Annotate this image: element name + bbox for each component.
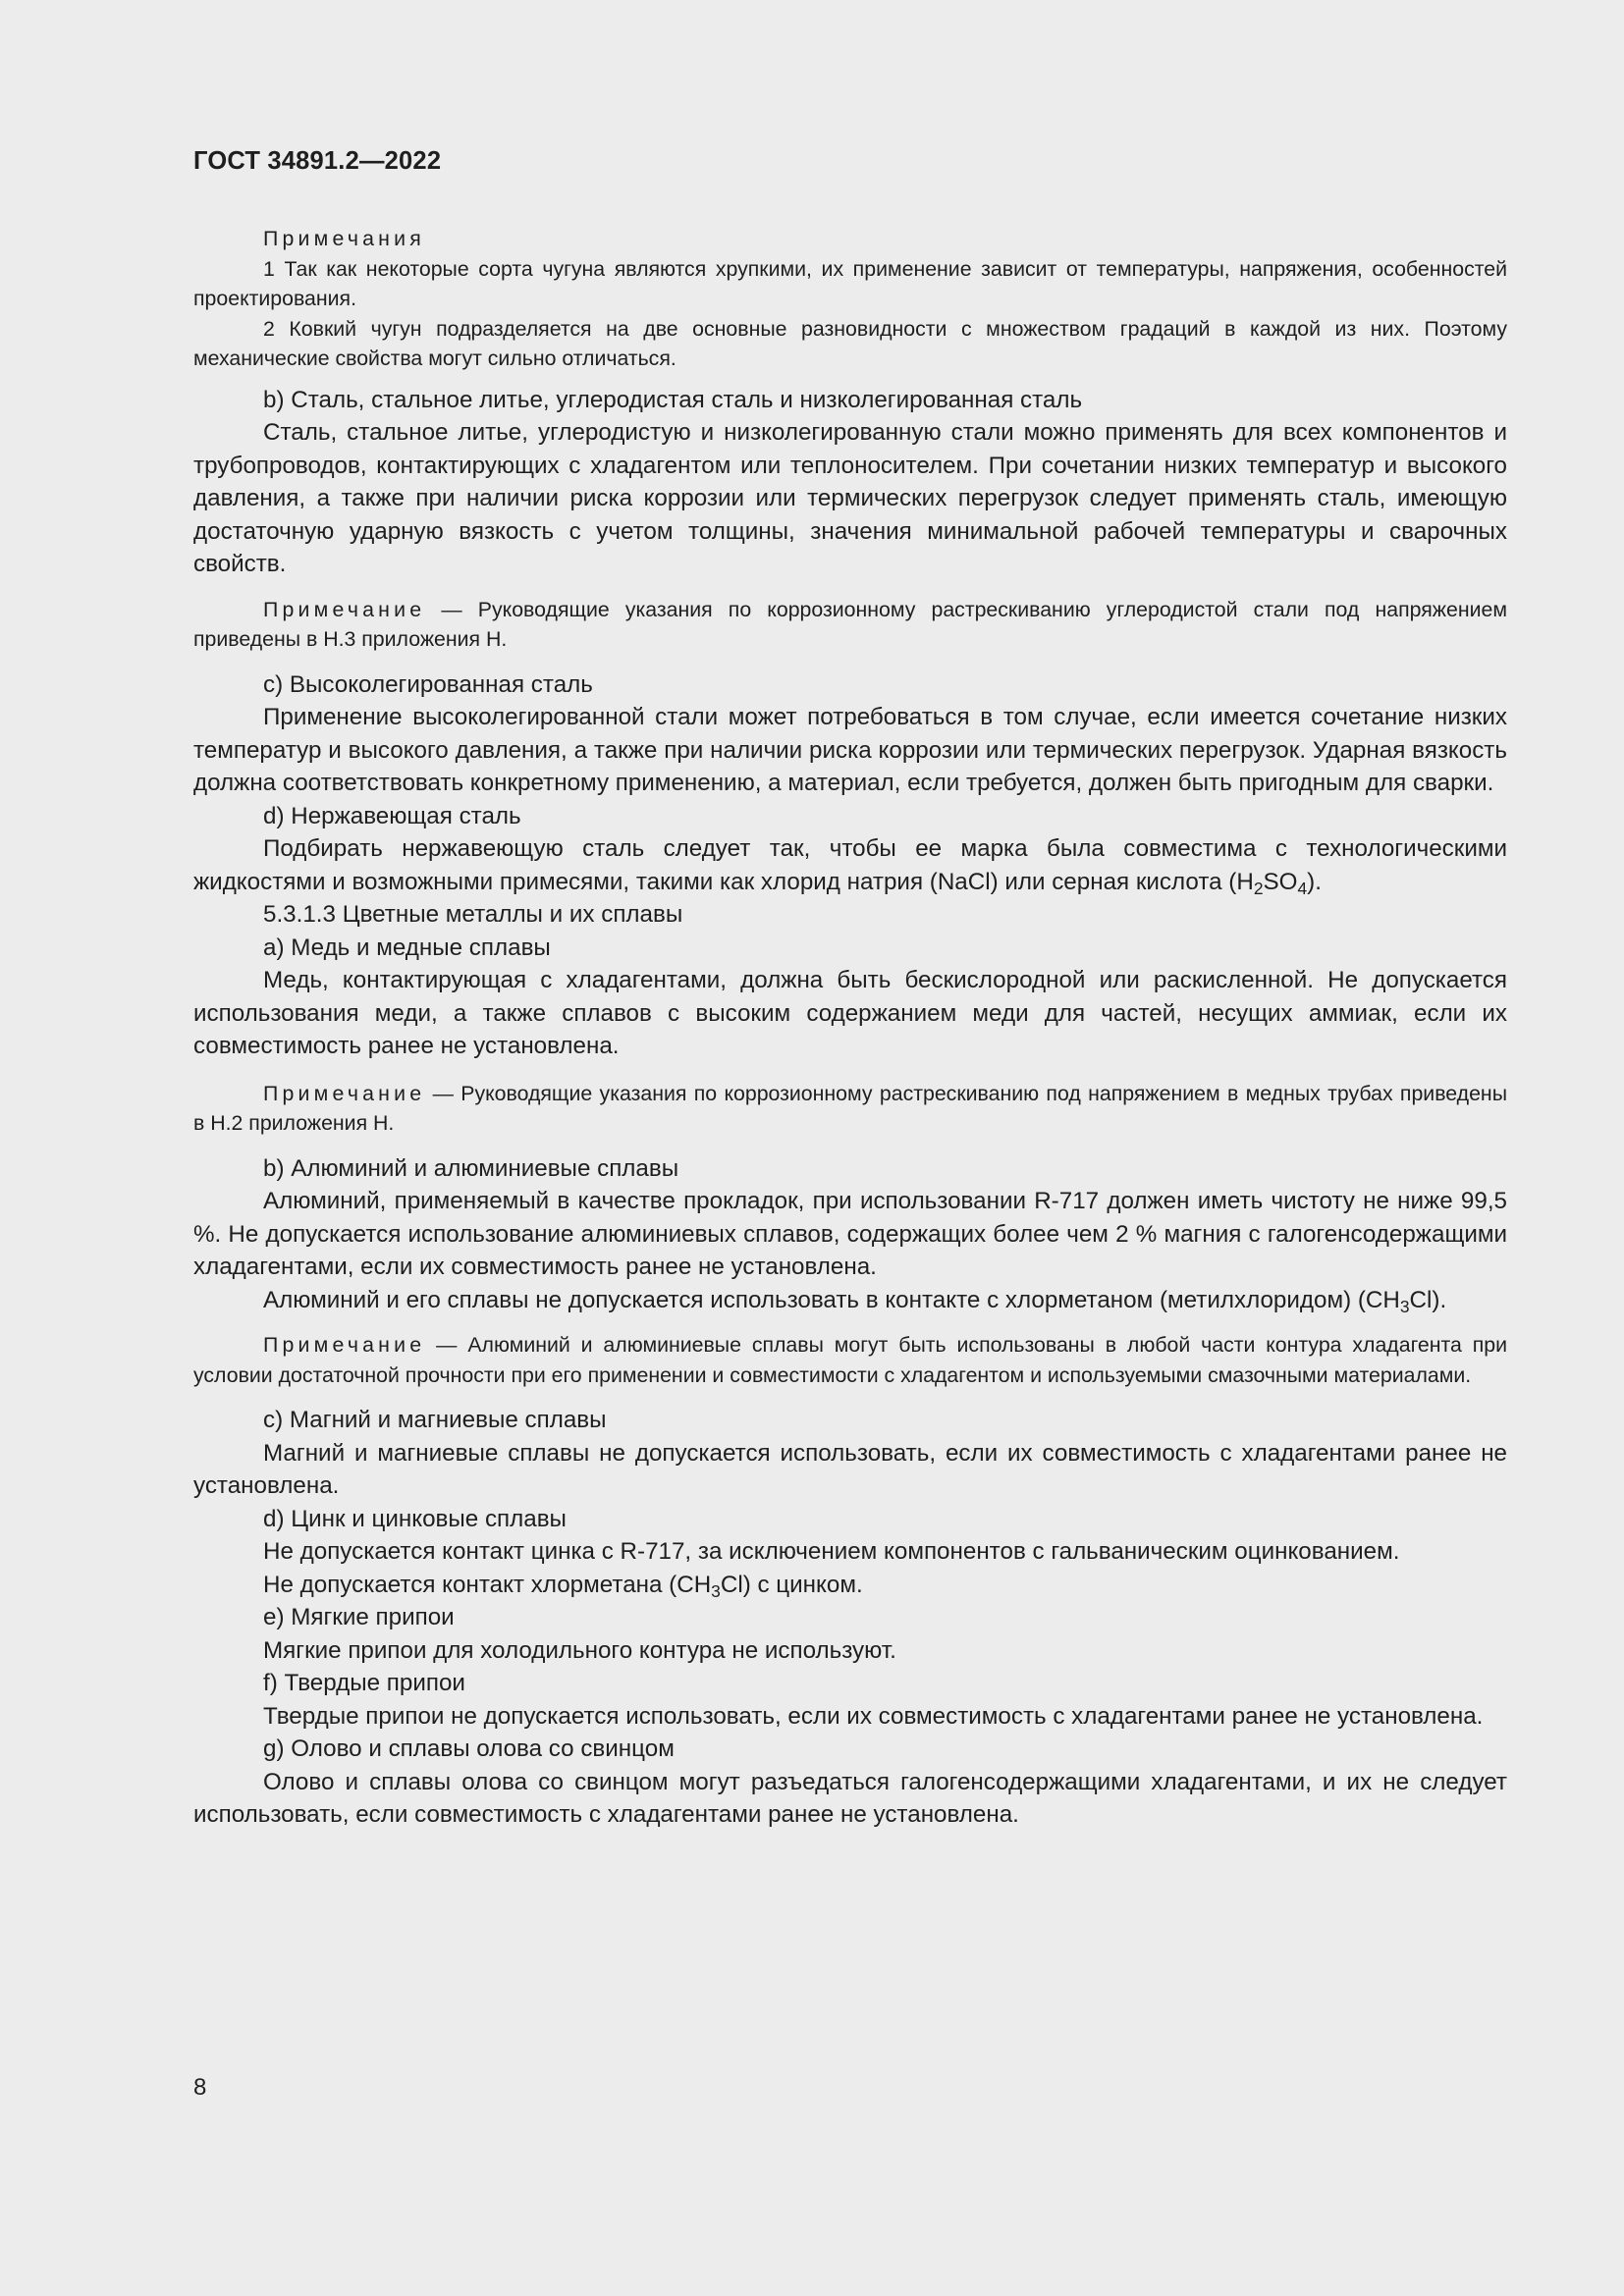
note-label: Примечание [263,1333,426,1357]
paragraph-copper-a: Медь, контактирующая с хладагентами, должна быть бескислородной или раскисленной. Не допускается использования меди, а также сплавов с высоким содержанием меди для частей, несущих аммиак, если их совместимость ранее не установлена. [193,967,1507,1059]
text-segment: Подбирать нержавеющую сталь следует так, чтобы ее марка была совместима с технологическими жидкостями и возможными примесями, такими как хлорид натрия (NaCl) или серная кислота (H [193,835,1507,895]
paragraph-zinc-d-1: Не допускается контакт цинка с R-717, за исключением компонентов с гальваническим оцинкованием. [263,1538,1400,1565]
text-segment: Не допускается контакт хлорметана (CH [263,1571,712,1598]
paragraph-zinc-d-2 [193,1569,1507,1602]
paragraph-steel-b: Сталь, стальное литье, углеродистую и низколегированную стали можно применять для всех компонентов и трубопроводов, контактирующих с хладагентом или теплоносителем. При сочетании низких температур и высокого давления, а также при наличии риска коррозии или термических перегрузок следует применять сталь, имеющую достаточную ударную вязкость с учетом толщины, значения минимальной рабочей температуры и сварочных свойств. [193,419,1507,577]
text-segment: Cl). [1409,1286,1447,1313]
note-item-2: 2 Ковкий чугун подразделяется на две основные разновидности с множеством градаций в каждой из них. Поэтому механические свойства могут сильно отличаться. [193,316,1507,370]
note-text: — Руководящие указания по коррозионному растрескиванию под напряжением в медных трубах приведены в H.2 приложения Н. [193,1081,1507,1135]
heading-zinc-d: d) Цинк и цинковые сплавы [263,1505,567,1532]
paragraph-steel-d [193,832,1507,898]
heading-magnesium-c: c) Магний и магниевые сплавы [263,1407,607,1433]
paragraph-solder-e: Мягкие припои для холодильного контура не используют. [263,1636,896,1664]
paragraph-steel-c: Применение высоколегированной стали может потребоваться в том случае, если имеется сочетание низких температур и высокого давления, а также при наличии риска коррозии или термических перегрузок. Ударная вязкость должна соответствовать конкретному применению, а материал, если требуется, должен быть пригодным для сварки. [193,704,1507,796]
notes-label: Примечания [263,227,425,250]
heading-tin-g: g) Олово и сплавы олова со свинцом [263,1735,675,1762]
paragraph-magnesium-c: Магний и магниевые сплавы не допускается использовать, если их совместимость с хладагентами ранее не установлена. [193,1439,1507,1499]
notes-title [193,224,1507,254]
subscript: 3 [711,1580,721,1601]
paragraph-aluminium-b-2 [193,1284,1507,1317]
note-copper [193,1079,1507,1139]
heading-copper-a: a) Медь и медные сплавы [263,934,551,961]
document-body [193,224,1507,1832]
text-segment: Алюминий и его сплавы не допускается использовать в контакте с хлорметаном (метилхлоридом) (CH [263,1286,1400,1313]
note-label: Примечание [263,1081,426,1105]
page-number: 8 [193,2074,207,2101]
note-text: — Руководящие указания по коррозионному растрескиванию углеродистой стали под напряжением приведены в H.3 приложения Н. [193,597,1507,651]
note-item-1: 1 Так как некоторые сорта чугуна являются хрупкими, их применение зависит от температуры, напряжения, особенностей проектирования. [193,256,1507,310]
subscript: 3 [1399,1296,1410,1316]
note-aluminium [193,1330,1507,1390]
text-segment: ). [1307,868,1322,895]
heading-solder-e: e) Мягкие припои [263,1604,455,1630]
paragraph-solder-f: Твердые припои не допускается использовать, если их совместимость с хладагентами ранее не установлена. [263,1702,1484,1730]
heading-steel-c: c) Высоколегированная сталь [263,670,593,698]
heading-solder-f: f) Твердые припои [263,1670,465,1696]
note-text: — Алюминий и алюминиевые сплавы могут быть использованы в любой части контура хладагента при условии достаточной прочности при его применении и совместимости с хладагентом и используемыми смазочными материалами. [193,1333,1507,1387]
document-header-standard: ГОСТ 34891.2—2022 [193,147,442,175]
text-segment: Cl) с цинком. [720,1571,863,1598]
text-segment: SO [1263,868,1298,895]
heading-section-5313: 5.3.1.3 Цветные металлы и их сплавы [263,901,683,928]
paragraph-aluminium-b-1: Алюминий, применяемый в качестве прокладок, при использовании R-717 должен иметь чистоту не ниже 99,5 %. Не допускается использование алюминиевых сплавов, содержащих более чем 2 % магния с галогенсодержащими хладагентами, если их совместимость ранее не установлена. [193,1188,1507,1280]
subscript: 2 [1253,878,1264,898]
heading-aluminium-b: b) Алюминий и алюминиевые сплавы [263,1154,679,1182]
subscript: 4 [1297,878,1308,898]
note-steel [193,595,1507,655]
heading-steel-b: b) Сталь, стальное литье, углеродистая сталь и низколегированная сталь [263,386,1083,413]
paragraph-tin-g: Олово и сплавы олова со свинцом могут разъедаться галогенсодержащими хладагентами, и их не следует использовать, если совместимость с хладагентами ранее не установлена. [193,1768,1507,1828]
heading-steel-d: d) Нержавеющая сталь [263,802,521,829]
note-label: Примечание [263,597,426,621]
